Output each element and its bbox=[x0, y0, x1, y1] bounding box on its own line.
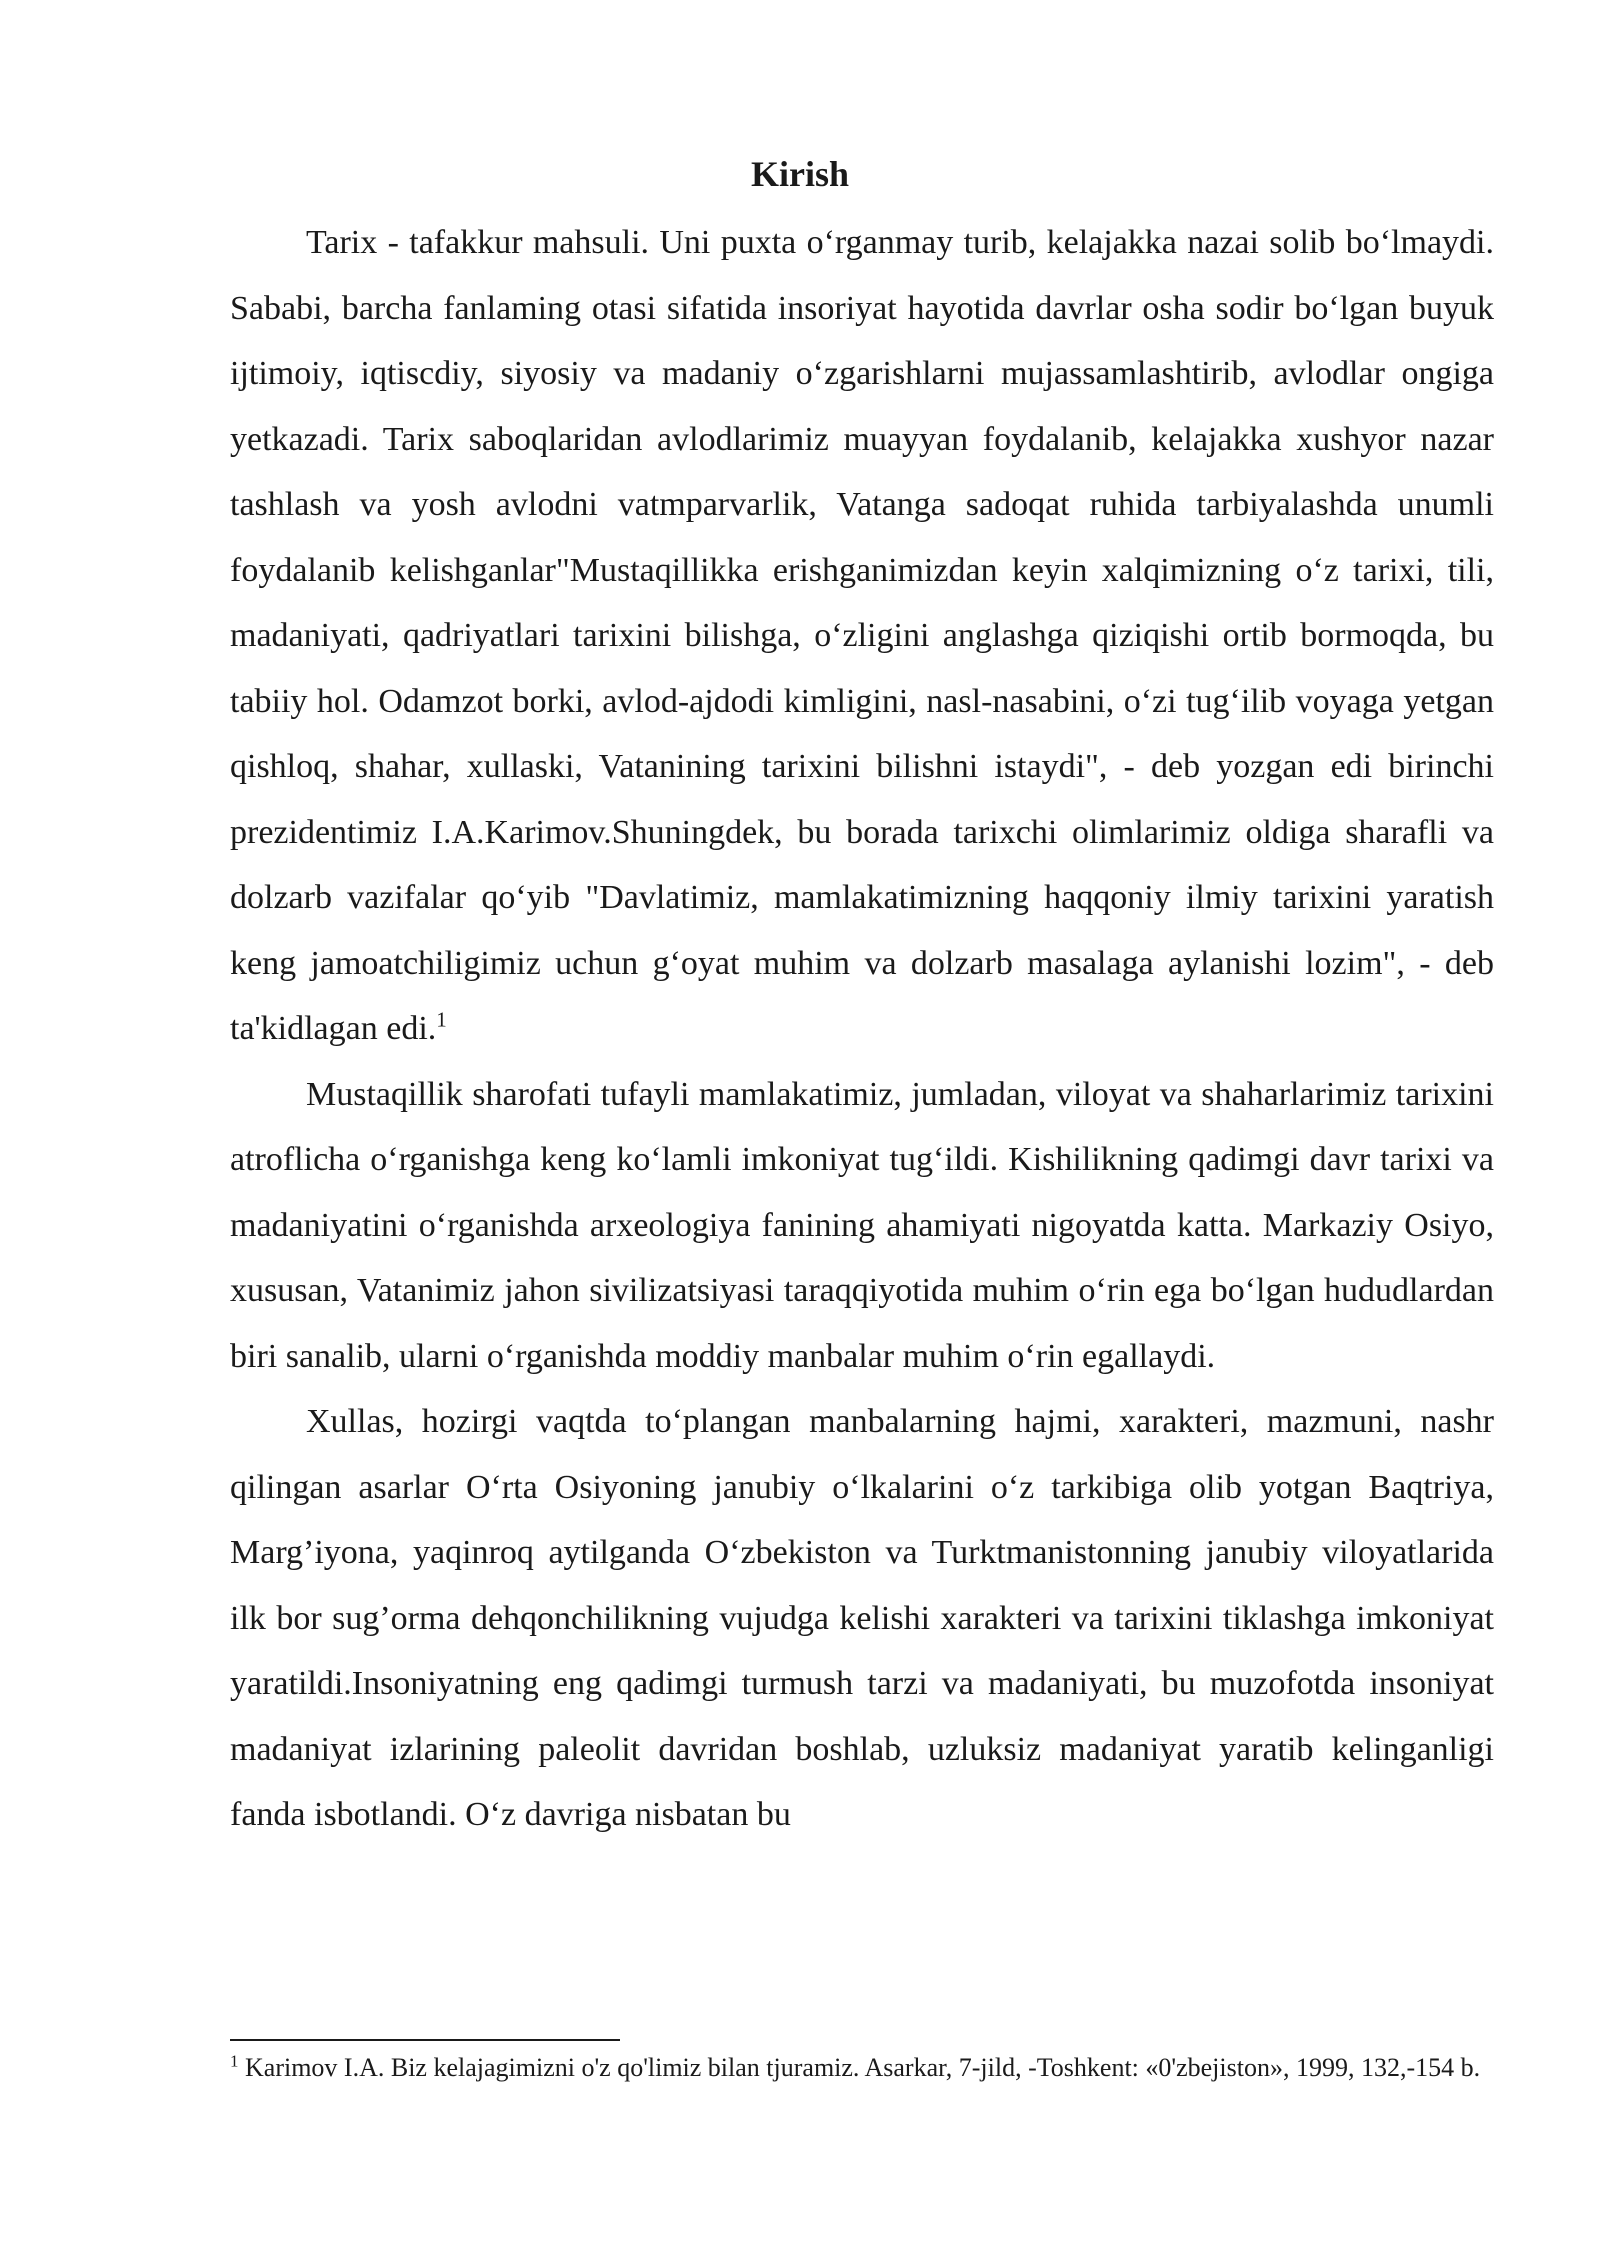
paragraph-1 bbox=[230, 210, 1494, 1062]
footnote-text: Karimov I.A. Biz kelajagimizni o'z qo'limiz bilan tjuramiz. Asarkar, 7-jild, -Toshkent: «0'zbejiston», 1999, 132,-154 b. bbox=[238, 2053, 1481, 2082]
paragraph-3 bbox=[230, 1389, 1494, 1848]
paragraph-3-text: Xullas, hozirgi vaqtda to‘plangan manbalarning hajmi, xarakteri, mazmuni, nashr qilingan asarlar O‘rta Osiyoning janubiy o‘lkalarini o‘z tarkibiga olib yotgan Baqtriya, Marg’iyona, yaqinroq aytilganda O‘zbekiston va Turktmanistonning janubiy viloyatlarida ilk bor sug’orma dehqonchilikning vujudga kelishi xarakteri va tarixini tiklashga imkoniyat yaratildi.Insoniyatning eng qadimgi turmush tarzi va madaniyati, bu muzofotda insoniyat madaniyat izlarining paleolit davridan boshlab, uzluksiz madaniyat yaratib kelinganligi fanda isbotlandi. O‘z davriga nisbatan bu bbox=[230, 1403, 1494, 1833]
paragraph-2 bbox=[230, 1062, 1494, 1390]
paragraph-2-text: Mustaqillik sharofati tufayli mamlakatimiz, jumladan, viloyat va shaharlarimiz tarixini atroflicha o‘rganishga keng ko‘lamli imkoniyat tug‘ildi. Kishilikning qadimgi davr tarixi va madaniyatini o‘rganishda arxeologiya fanining ahamiyati nigoyatda katta. Markaziy Osiyo, xususan, Vatanimiz jahon sivilizatsiyasi taraqqiyotida muhim o‘rin ega bo‘lgan hududlardan biri sanalib, ularni o‘rganishda moddiy manbalar muhim o‘rin egallaydi. bbox=[230, 1075, 1494, 1375]
footnote-reference[interactable]: 1 bbox=[436, 1007, 447, 1032]
paragraph-1-text: Tarix - tafakkur mahsuli. Uni puxta o‘rganmay turib, kelajakka nazai solib bo‘lmaydi. Sababi, barcha fanlaming otasi sifatida insoriyat hayotida davrlar osha sodir bo‘lgan buyuk ijtimoiy, iqtiscdiy, siyosiy va madaniy o‘zgarishlarni mujassamlashtirib, avlodlar ongiga yetkazadi. Tarix saboqlaridan avlodlarimiz muayyan foydalanib, kelajakka xushyor nazar tashlash va yosh avlodni vatmparvarlik, Vatanga sadoqat ruhida tarbiyalashda unumli foydalanib kelishganlar"Mustaqillikka erishganimizdan keyin xalqimizning o‘z tarixi, tili, madaniyati, qadriyatlari tarixini bilishga, o‘zligini anglashga qiziqishi ortib bormoqda, bu tabiiy hol. Odamzot borki, avlod-ajdodi kimligini, nasl-nasabini, o‘zi tug‘ilib voyaga yetgan qishloq, shahar, xullaski, Vatanining tarixini bilishni istaydi", - deb yozgan edi birinchi prezidentimiz I.A.Karimov.Shuningdek, bu borada tarixchi olimlarimiz oldiga sharafli va dolzarb vazifalar qo‘yib "Davlatimiz, mamlakatimizning haqqoniy ilmiy tarixini yaratish keng jamoatchiligimiz uchun g‘oyat muhim va dolzarb masalaga aylanishi lozim", - deb ta'kidlagan edi. bbox=[230, 224, 1494, 1047]
page-title: Kirish bbox=[750, 154, 849, 194]
document-body bbox=[230, 210, 1494, 1848]
footnote-mark: 1 bbox=[230, 2051, 239, 2071]
footnote bbox=[230, 2050, 1494, 2085]
footnote-separator bbox=[230, 2039, 620, 2041]
